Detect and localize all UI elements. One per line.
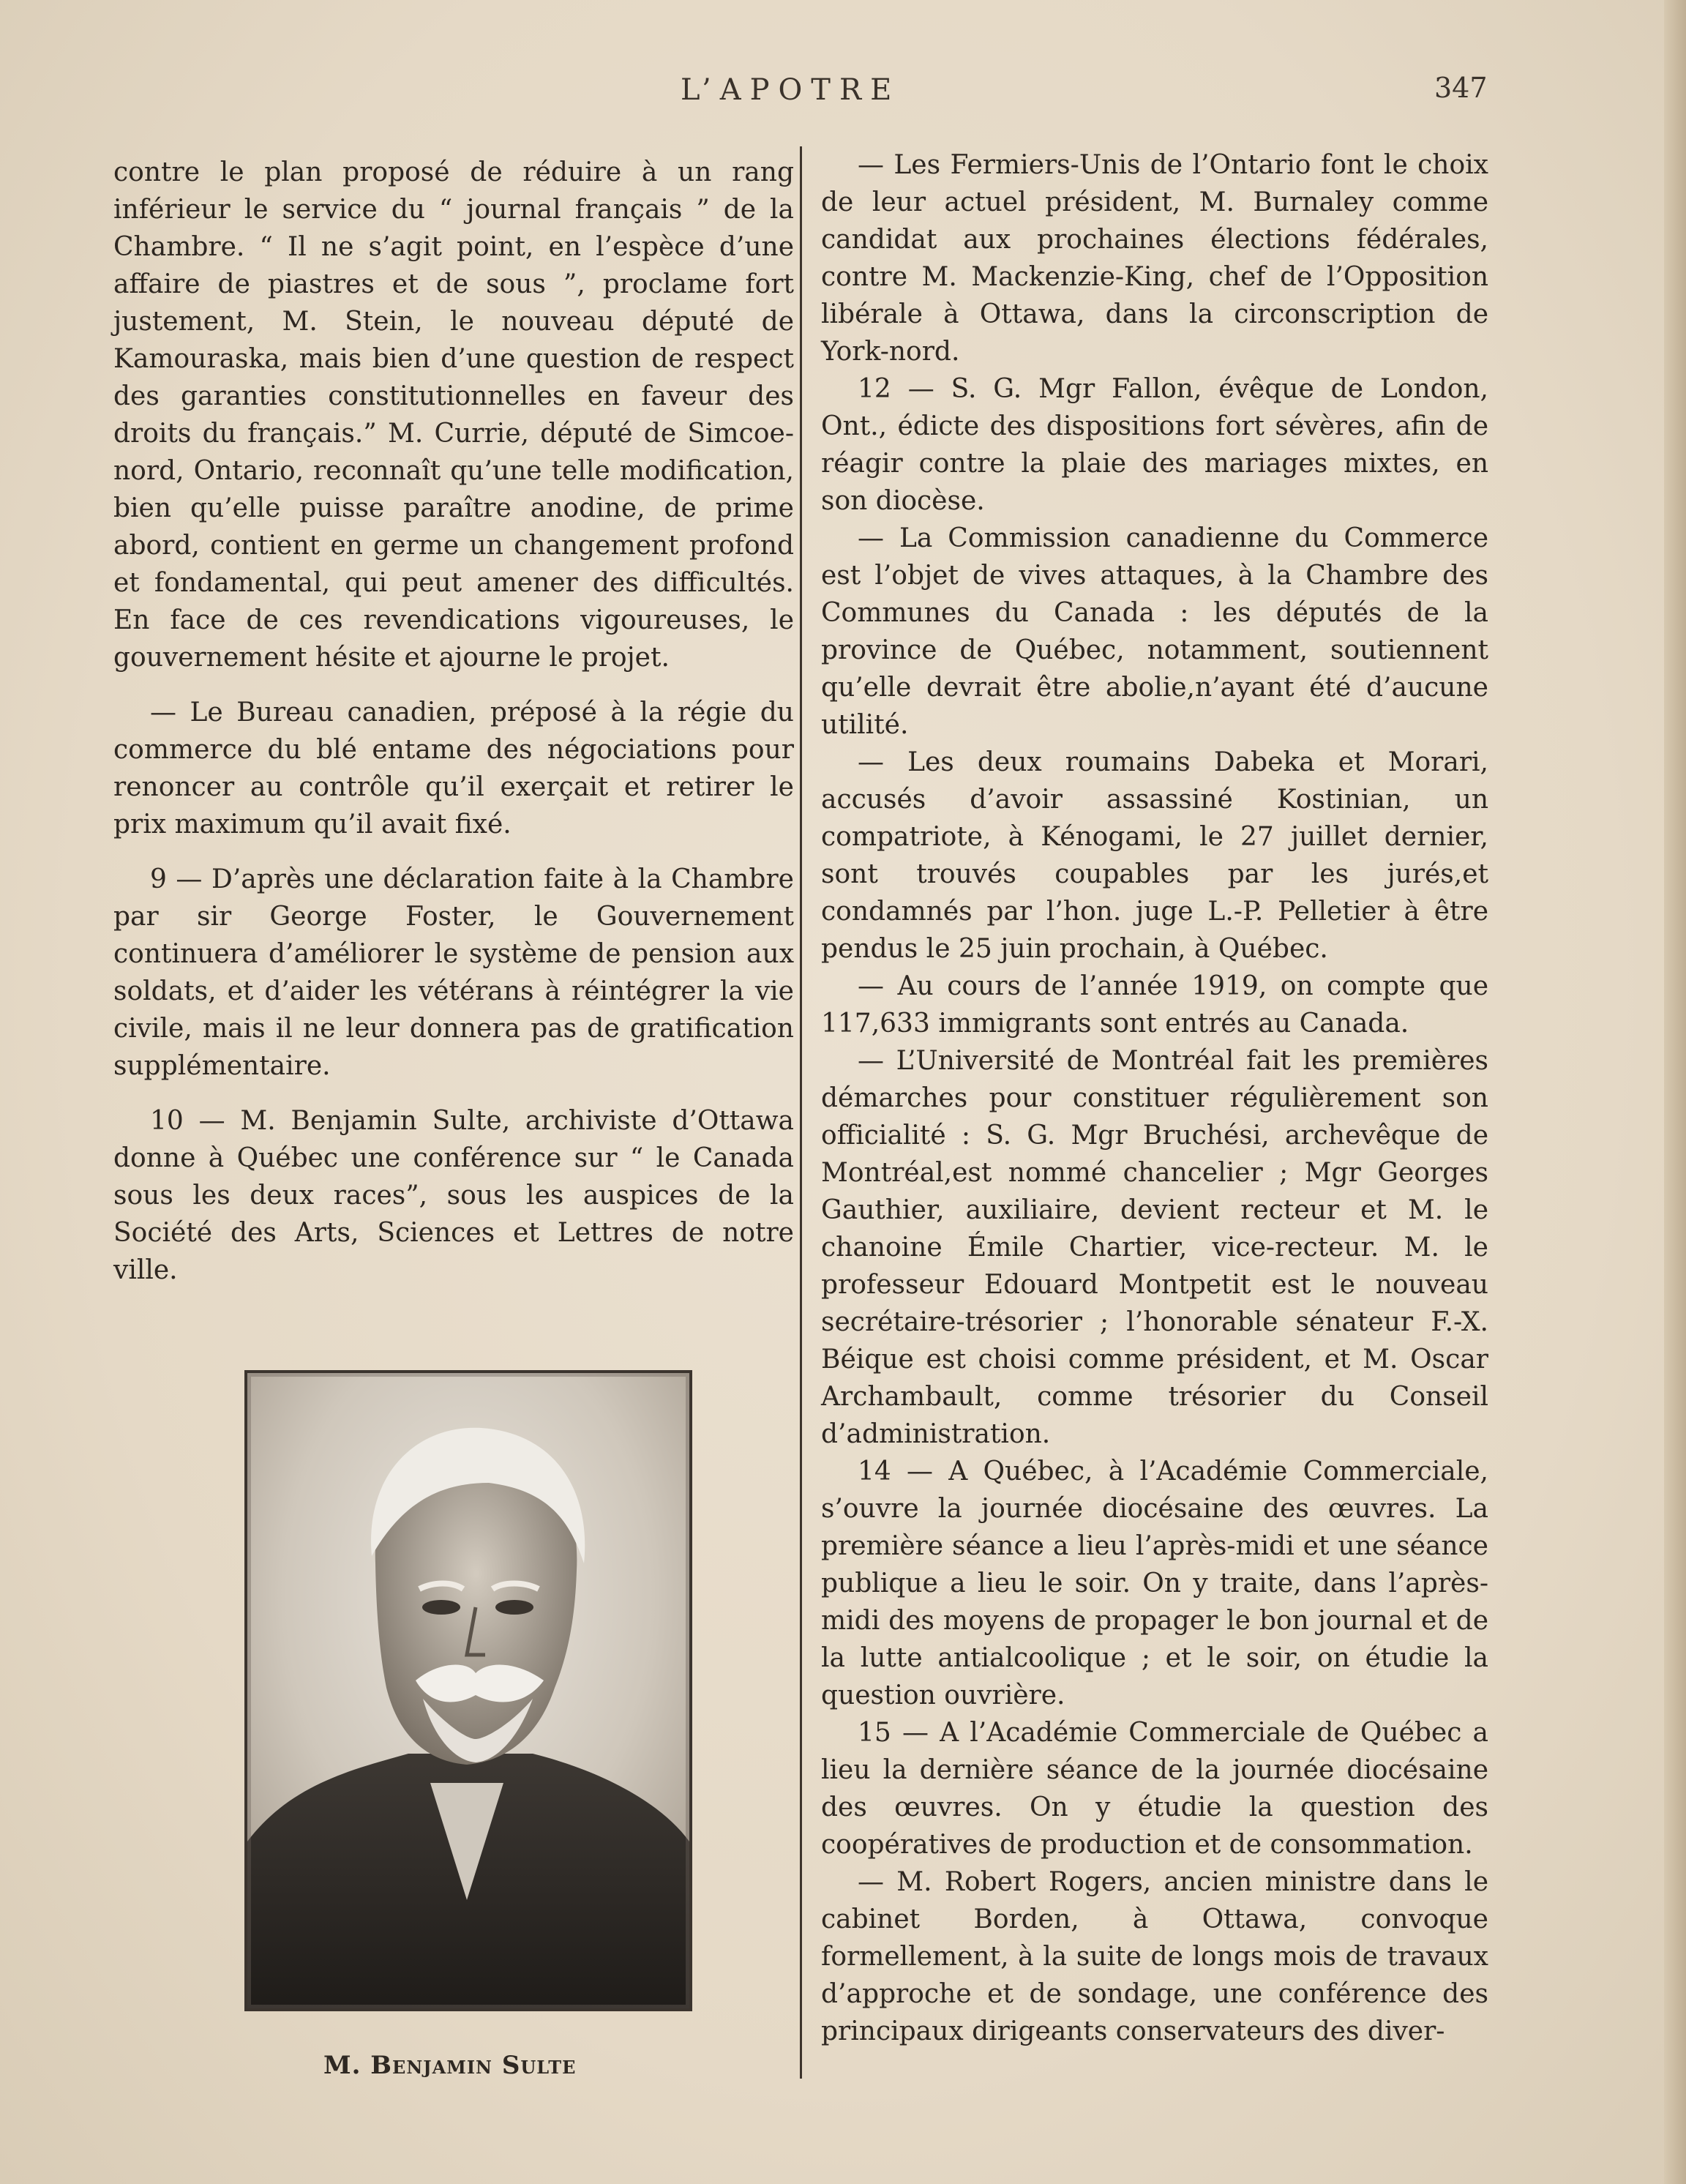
paragraph: — Les Fermiers-Unis de l’Ontario font le choix de leur actuel président, M. Burnaley comme candidat aux prochaines élections fédérales, contre M. Mackenzie-King, chef de l’Opposition libérale à Ottawa, dans la circonscription de York-nord. (821, 150, 1488, 367)
paragraph: — Au cours de l’année 1919, on compte que 117,633 immigrants sont entrés au Canada. (821, 971, 1488, 1039)
paragraph: — L’Université de Montréal fait les premières démarches pour constituer régulièrement son officialité : S. G. Mgr Bruchési, archevêque de Montréal,est nommé chancelier ; Mgr Georges Gauthier, auxiliaire, devient recteur et M. le chanoine Émile Chartier, vice-recteur. M. le professeur Edouard Montpetit est le nouveau secrétaire-trésorier ; l’honorable sénateur F.-X. Béique est choisi comme président, et M. Oscar Archambault, comme trésorier du Conseil d’administration. (821, 1046, 1488, 1449)
page-edge (1664, 0, 1686, 2184)
portrait-photo (244, 1370, 692, 2011)
paragraph: — M. Robert Rogers, ancien ministre dans le cabinet Borden, à Ottawa, convoque formellement, à la suite de longs mois de travaux d’approche et de sondage, une conférence des principaux dirigeants conservateurs des diver- (821, 1867, 1488, 2046)
paragraph: contre le plan proposé de réduire à un rang inférieur le service du “ journal français ” de la Chambre. “ Il ne s’agit point, en l’espèce d’une affaire de piastres et de sous ”, proclame fort justement, M. Stein, le nouveau député de Kamouraska, mais bien d’une question de respect des garanties constitutionnelles en faveur des droits du français.” M. Currie, député de Simcoe-nord, Ontario, reconnaît qu’une telle modification, bien qu’elle puisse paraître anodine, de prime abord, contient en germe un changement profond et fondamental, qui peut amener des difficultés. En face de ces revendications vigoureuses, le gouvernement hésite et ajourne le projet. (113, 157, 794, 673)
paragraph: 12 — S. G. Mgr Fallon, évêque de London, Ont., édicte des dispositions fort sévères, afin de réagir contre la plaie des mariages mixtes, en son diocèse. (821, 374, 1488, 516)
column-divider (800, 146, 802, 2079)
page-number: 347 (1434, 72, 1488, 104)
paragraph: 15 — A l’Académie Commerciale de Québec a lieu la dernière séance de la journée diocésaine des œuvres. On y étudie la question des coopératives de production et de consommation. (821, 1718, 1488, 1860)
paragraph: 10 — M. Benjamin Sulte, archiviste d’Ottawa donne à Québec une conférence sur “ le Canada sous les deux races”, sous les auspices de la Société des Arts, Sciences et Lettres de notre ville. (113, 1106, 794, 1285)
paragraph: 14 — A Québec, à l’Académie Commerciale, s’ouvre la journée diocésaine des œuvres. La première séance a lieu l’après-midi et une séance publique a lieu le soir. On y traite, dans l’après-midi des moyens de propager le bon journal et de la lutte antialcoolique ; et le soir, on étudie la question ouvrière. (821, 1456, 1488, 1710)
right-column (821, 146, 1488, 2050)
paragraph: — Le Bureau canadien, préposé à la régie du commerce du blé entame des négociations pour renoncer au contrôle qu’il exerçait et retirer le prix maximum qu’il avait fixé. (113, 698, 794, 839)
paragraph: — Les deux roumains Dabeka et Morari, accusés d’avoir assassiné Kostinian, un compatriote, à Kénogami, le 27 juillet dernier, sont trouvés coupables par les jurés,et condamnés par l’hon. juge L.-P. Pelletier à être pendus le 25 juin prochain, à Québec. (821, 747, 1488, 964)
left-column (113, 154, 794, 1289)
paragraph: — La Commission canadienne du Commerce est l’objet de vives attaques, à la Chambre des Communes du Canada : les députés de la province de Québec, notamment, soutiennent qu’elle devrait être abolie,n’ayant été d’aucune utilité. (821, 523, 1488, 740)
running-head-title: L’APOTRE (681, 73, 901, 107)
photo-caption: M. Benjamin Sulte (323, 2051, 577, 2080)
paragraph: 9 — D’après une déclaration faite à la Chambre par sir George Foster, le Gouvernement continuera d’améliorer le système de pension aux soldats, et d’aider les vétérans à réintégrer la vie civile, mais il ne leur donnera pas de gratification supplémentaire. (113, 864, 794, 1081)
